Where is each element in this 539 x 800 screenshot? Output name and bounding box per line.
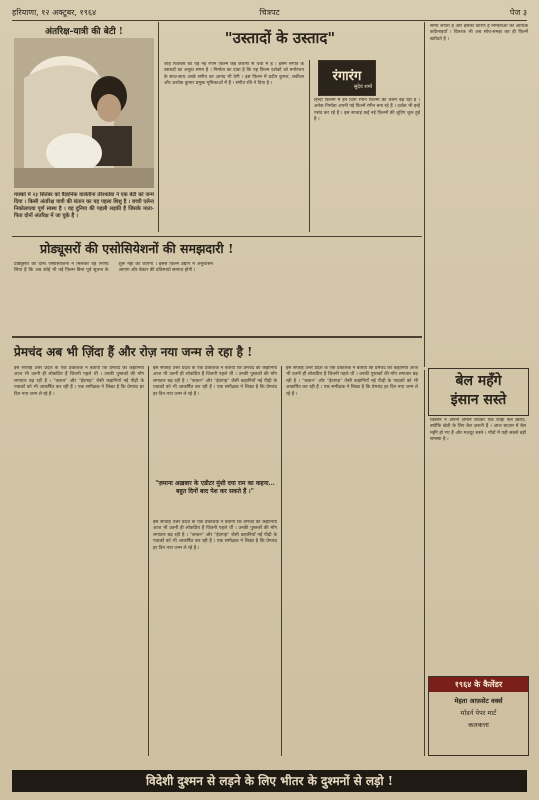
calendar-line-2: मॉडर्न पेपर मार्ट [460, 709, 497, 717]
right-column-body: समय लगता है और इसका कारण है निर्माताओं की आर्थिक कठिनाइयाँ । वितरक भी अब सोच-समझ कर ही फ़िल्में खरीदते हैं । [430, 24, 528, 42]
header-title: चित्रपट [259, 8, 280, 17]
header-date: हरियाणा, १२ अक्टूबर, १९६४ [12, 8, 97, 17]
astronaut-kicker: अंतरिक्ष-यात्री की बेटी ! [45, 27, 123, 37]
astronaut-caption: मास्को में २३ सितंबर को वैज्ञानिक वालेंतीना तेरेश्कोवा ने एक बेटी को जन्म दिया । किसी अंतरिक्ष यात्री की संतान का यह पहला शिशु है । बच्ची एलेना निकोलाएवा पूर्ण स्वस्थ है । वह दुनिया की पहली लड़की है जिसके माता-पिता दोनों अंतरिक्ष में जा चुके हैं । [14, 192, 154, 219]
ustad-body: शाह पिक्चर्स की यह नई रंगीन फ़िल्म कई कारणों से चर्चा में है । इसमें संगीत के उस्तादों का अनूठा संगम है । निर्माता का दावा है कि यह फ़िल्म दर्शकों को मनोरंजन के साथ-साथ अच्छे संगीत का आनंद भी देगी । इस फ़िल्म में प्रदीप कुमार, शकीला और अशोक कुमार प्रमुख भूमिकाओं में हैं । संगीत रवि ने दिया है । [164, 62, 304, 87]
ustad-headline: "उस्तादों के उस्ताद" [224, 29, 336, 47]
producers-body: प्रोड्यूसरों की दोनों एसोसियेशनों ने मिलकर यह निर्णय लिया है कि अब कोई भी नई फ़िल्म बिना पूर्व सूचना के शुरू नहीं की जाएगी । इससे फ़िल्म उद्योग में अनुशासन आएगा और बेकार की प्रतिस्पर्धा समाप्त होगी । [14, 262, 213, 274]
producers-headline: प्रोड्यूसरों की एसोसियेशनों की समझदारी ! [40, 241, 234, 256]
header-page: पेज ३ [509, 8, 527, 17]
rangarang-body: हिन्दी फ़िल्मों में इन दिनों रंगीन फ़िल्मों का चलन बढ़ रहा है । अनेक निर्माता अपनी नई फ़िल्में रंगीन बना रहे हैं । दर्शक भी इन्हें पसंद कर रहे हैं । इस सप्ताह कई नई फ़िल्मों की शूटिंग शुरू हुई है । [314, 98, 420, 123]
bail-headline-box [428, 368, 529, 416]
calendar-line-1: मेहता आफ़सेट वर्क्स [454, 697, 503, 705]
premchand-quote: "ज़माना अख़बार के एडीटर मुंशी दया राम का कहना... बहुत दिनों बाद पेश कर सकते हैं ।" [155, 480, 275, 495]
calendar-title: १९६४ के कैलेंडर [429, 677, 528, 692]
calendar-line-3: कलकत्ता [468, 721, 489, 729]
footer-slogan: विदेशी दुश्मन से लड़ने के लिए भीतर के दुश्मनों से लड़ो ! [12, 770, 527, 792]
premchand-headline: प्रेमचंद अब भी ज़िंदा हैं और रोज़ नया जन्म ले रहा है ! [14, 345, 253, 359]
calendar-ad [428, 676, 529, 756]
astronaut-photo [14, 38, 154, 188]
premchand-col-b: इस सप्ताह उत्तर प्रदेश के एक प्रकाशक ने बताया कि प्रेमचंद की कहानियाँ आज भी उतनी ही लोकप्रिय हैं जितनी पहले थीं । उनकी पुस्तकों की माँग लगातार बढ़ रही है । "कफ़न" और "ईदगाह" जैसी कहानियाँ नई पीढ़ी के पाठकों को भी आकर्षित कर रही हैं । एक समीक्षक ने लिखा है कि प्रेमचंद हर दिन नया जन्म ले रहे हैं । [153, 366, 277, 397]
bail-headline-2: इंसान सस्ते [450, 392, 507, 408]
bail-headline-1: बेल महँगे [455, 373, 502, 389]
page-header [12, 6, 527, 21]
premchand-col-c: इस सप्ताह उत्तर प्रदेश के एक प्रकाशक ने बताया कि प्रेमचंद की कहानियाँ आज भी उतनी ही लोकप्रिय हैं जितनी पहले थीं । उनकी पुस्तकों की माँग लगातार बढ़ रही है । "कफ़न" और "ईदगाह" जैसी कहानियाँ नई पीढ़ी के पाठकों को भी आकर्षित कर रही हैं । एक समीक्षक ने लिखा है कि प्रेमचंद हर दिन नया जन्म ले रहे हैं । [153, 520, 277, 551]
premchand-col-d: इस सप्ताह उत्तर प्रदेश के एक प्रकाशक ने बताया कि प्रेमचंद की कहानियाँ आज भी उतनी ही लोकप्रिय हैं जितनी पहले थीं । उनकी पुस्तकों की माँग लगातार बढ़ रही है । "कफ़न" और "ईदगाह" जैसी कहानियाँ नई पीढ़ी के पाठकों को भी आकर्षित कर रही हैं । एक समीक्षक ने लिखा है कि प्रेमचंद हर दिन नया जन्म ले रहे हैं । [286, 366, 418, 397]
bail-body: किसान ने अपनी ज़मीन बेचकर एक जोड़ी बैल ख़रीदे, क्योंकि खेती के लिए बैल ज़रूरी हैं । आज बाज़ार में बैल महँगे हो गए हैं और मज़दूर सस्ते । गाँवों में यही सबसे बड़ी समस्या है । [430, 418, 526, 443]
rangarang-byline: सुदेव शर्मा [353, 84, 372, 90]
rangarang-logo [318, 60, 376, 96]
rangarang-logo-text: रंगारंग [332, 69, 362, 84]
premchand-col-a: इस सप्ताह उत्तर प्रदेश के एक प्रकाशक ने बताया कि प्रेमचंद की कहानियाँ आज भी उतनी ही लोकप्रिय हैं जितनी पहले थीं । उनकी पुस्तकों की माँग लगातार बढ़ रही है । "कफ़न" और "ईदगाह" जैसी कहानियाँ नई पीढ़ी के पाठकों को भी आकर्षित कर रही हैं । एक समीक्षक ने लिखा है कि प्रेमचंद हर दिन नया जन्म ले रहे हैं । [14, 366, 144, 397]
